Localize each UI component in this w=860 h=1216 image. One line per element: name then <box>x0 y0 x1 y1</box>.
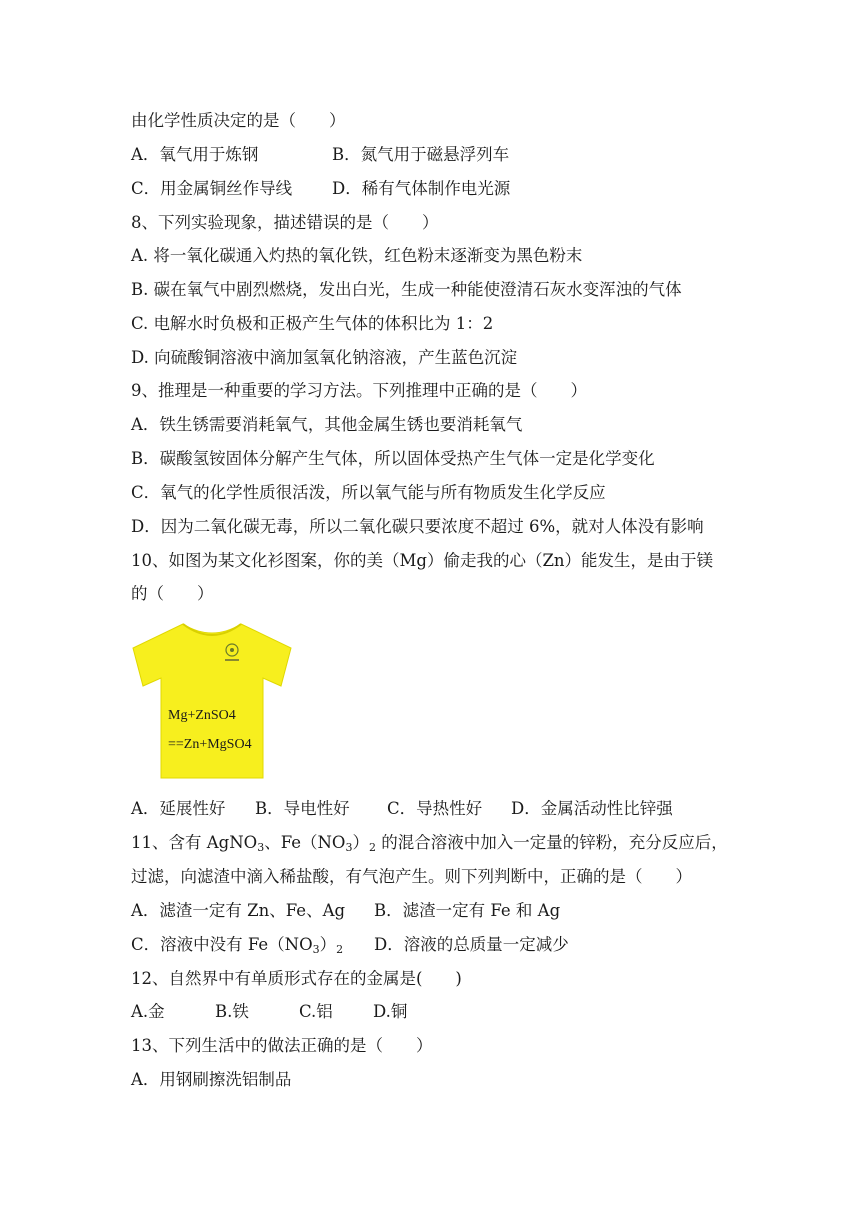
q8-option-d[interactable]: D. 向硫酸铜溶液中滴加氢氧化钠溶液，产生蓝色沉淀 <box>131 348 518 367</box>
q11-option-c-text: C．溶液中没有 Fe（NO <box>131 935 313 954</box>
q11-option-d[interactable]: D．溶液的总质量一定减少 <box>374 935 569 954</box>
q10-option-a[interactable]: A．延展性好 <box>131 799 226 818</box>
question-10-options <box>131 798 673 820</box>
question-8-stem: 8、下列实验现象，描述错误的是（ ） <box>131 213 439 232</box>
shirt-equation-line-1: Mg+ZnSO4 <box>168 708 236 723</box>
question-11-stem-line-2: 过滤，向滤渣中滴入稀盐酸，有气泡产生。则下列判断中，正确的是（ ） <box>131 867 692 886</box>
q12-option-b[interactable]: B.铁 <box>215 1002 249 1021</box>
q8-option-a[interactable]: A. 将一氧化碳通入灼热的氧化铁，红色粉末逐渐变为黑色粉末 <box>131 246 583 265</box>
q12-option-a[interactable]: A.金 <box>131 1002 165 1021</box>
q8-option-b[interactable]: B. 碳在氧气中剧烈燃烧，发出白光，生成一种能使澄清石灰水变浑浊的气体 <box>131 280 682 299</box>
q11-option-c-text: ） <box>319 935 337 954</box>
q8-option-c[interactable]: C. 电解水时负极和正极产生气体的体积比为 1：2 <box>131 314 494 333</box>
q9-option-d[interactable]: D．因为二氧化碳无毒，所以二氧化碳只要浓度不超过 6%，就对人体没有影响 <box>131 517 704 536</box>
q11-sub: 3 <box>257 841 265 854</box>
q7-option-a[interactable]: A．氧气用于炼钢 <box>131 145 259 164</box>
q11-sub: 3 <box>312 943 320 956</box>
q11-sub: 3 <box>345 841 353 854</box>
q12-option-d[interactable]: D.铜 <box>373 1002 408 1021</box>
question-11-stem-line-1 <box>131 832 728 854</box>
question-10-stem-line-1: 10、如图为某文化衫图案，你的美（Mg）偷走我的心（Zn）能发生，是由于镁 <box>131 551 714 570</box>
q11-stem-part: 11、含有 AgNO <box>131 833 258 852</box>
q11-option-c[interactable] <box>131 934 374 956</box>
q9-option-b[interactable]: B．碳酸氢铵固体分解产生气体，所以固体受热产生气体一定是化学变化 <box>131 449 655 468</box>
question-7-stem-tail: 由化学性质决定的是（ ） <box>131 111 346 130</box>
q11-option-a[interactable]: A．滤渣一定有 Zn、Fe、Ag <box>131 901 346 920</box>
q10-option-b[interactable]: B．导电性好 <box>255 799 350 818</box>
question-11-options-row-1 <box>131 900 560 922</box>
q11-stem-part: 、Fe（NO <box>264 833 346 852</box>
q7-option-d[interactable]: D．稀有气体制作电光源 <box>332 179 511 198</box>
t-shirt-icon <box>131 620 293 780</box>
shirt-equation-line-2: ==Zn+MgSO4 <box>168 737 252 752</box>
question-9-stem: 9、推理是一种重要的学习方法。下列推理中正确的是（ ） <box>131 381 587 400</box>
q12-option-c[interactable]: C.铝 <box>299 1002 333 1021</box>
q11-sub: 2 <box>336 943 344 956</box>
q11-stem-part: ） <box>352 833 369 852</box>
question-11-options-row-2 <box>131 934 569 956</box>
q10-option-d[interactable]: D．金属活动性比锌强 <box>511 799 673 818</box>
question-7-options-row-1 <box>131 144 509 166</box>
q11-sub: 2 <box>368 841 376 854</box>
q7-option-c[interactable]: C．用金属铜丝作导线 <box>131 179 293 198</box>
q11-option-b[interactable]: B．滤渣一定有 Fe 和 Ag <box>374 901 561 920</box>
q9-option-a[interactable]: A．铁生锈需要消耗氧气，其他金属生锈也要消耗氧气 <box>131 415 523 434</box>
q11-stem-part: 的混合溶液中加入一定量的锌粉，充分反应后， <box>375 833 728 852</box>
q9-option-c[interactable]: C．氧气的化学性质很活泼，所以氧气能与所有物质发生化学反应 <box>131 483 606 502</box>
question-10-stem-line-2: 的（ ） <box>131 584 214 603</box>
q13-option-a[interactable]: A．用钢刷擦洗铝制品 <box>131 1070 292 1089</box>
question-12-options <box>131 1001 407 1023</box>
question-12-stem: 12、自然界中有单质形式存在的金属是( ) <box>131 969 462 988</box>
question-13-stem: 13、下列生活中的做法正确的是（ ） <box>131 1036 433 1055</box>
q7-option-b[interactable]: B．氮气用于磁悬浮列车 <box>332 145 510 164</box>
q10-option-c[interactable]: C．导热性好 <box>387 799 483 818</box>
question-7-options-row-2 <box>131 178 510 200</box>
